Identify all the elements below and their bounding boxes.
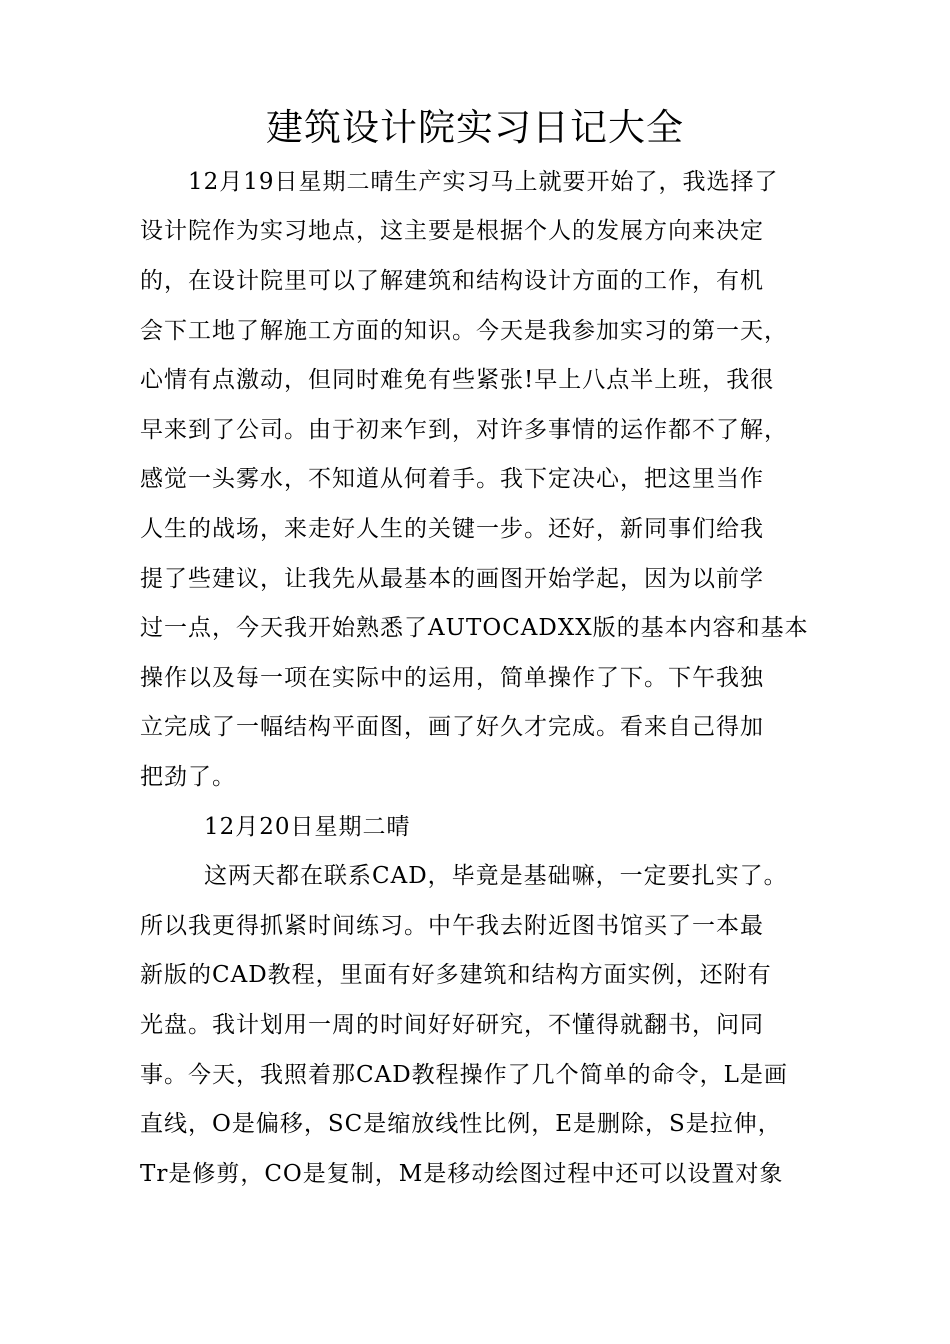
document-title: 建筑设计院实习日记大全 — [266, 106, 684, 149]
text-line: 心情有点激动，但同时难免有些紧张!早上八点半上班，我很 — [140, 367, 775, 393]
text-line: 这两天都在联系CAD，毕竟是基础嘛，一定要扎实了。 — [204, 863, 788, 889]
text-line: 所以我更得抓紧时间练习。中午我去附近图书馆买了一本最 — [140, 913, 764, 939]
text-line: 操作以及每一项在实际中的运用，简单操作了下。下午我独 — [140, 665, 764, 691]
text-line: 设计院作为实习地点，这主要是根据个人的发展方向来决定 — [140, 218, 764, 244]
text-line: 光盘。我计划用一周的时间好好研究，不懂得就翻书，问同 — [140, 1012, 764, 1038]
text-line: 12月19日星期二晴生产实习马上就要开始了，我选择了 — [188, 169, 779, 195]
text-line: 感觉一头雾水，不知道从何着手。我下定决心，把这里当作 — [140, 466, 764, 492]
text-line: 把劲了。 — [140, 764, 236, 790]
text-line: 提了些建议，让我先从最基本的画图开始学起，因为以前学 — [140, 566, 764, 592]
text-line: 过一点，今天我开始熟悉了AUTOCADXX版的基本内容和基本 — [140, 615, 809, 641]
text-line: Tr是修剪，CO是复制，M是移动绘图过程中还可以设置对象 — [140, 1161, 784, 1187]
text-line: 的，在设计院里可以了解建筑和结构设计方面的工作，有机 — [140, 268, 764, 294]
text-line: 人生的战场，来走好人生的关键一步。还好，新同事们给我 — [140, 516, 764, 542]
text-line: 早来到了公司。由于初来乍到，对许多事情的运作都不了解， — [140, 417, 788, 443]
text-line: 直线，O是偏移，SC是缩放线性比例，E是删除，S是拉伸， — [140, 1111, 782, 1137]
text-line: 新版的CAD教程，里面有好多建筑和结构方面实例，还附有 — [140, 962, 772, 988]
text-line: 会下工地了解施工方面的知识。今天是我参加实习的第一天， — [140, 318, 788, 344]
diary-date-heading: 12月20日星期二晴 — [204, 814, 411, 840]
text-line: 立完成了一幅结构平面图，画了好久才完成。看来自己得加 — [140, 714, 764, 740]
text-line: 事。今天，我照着那CAD教程操作了几个简单的命令，L是画 — [140, 1062, 788, 1088]
